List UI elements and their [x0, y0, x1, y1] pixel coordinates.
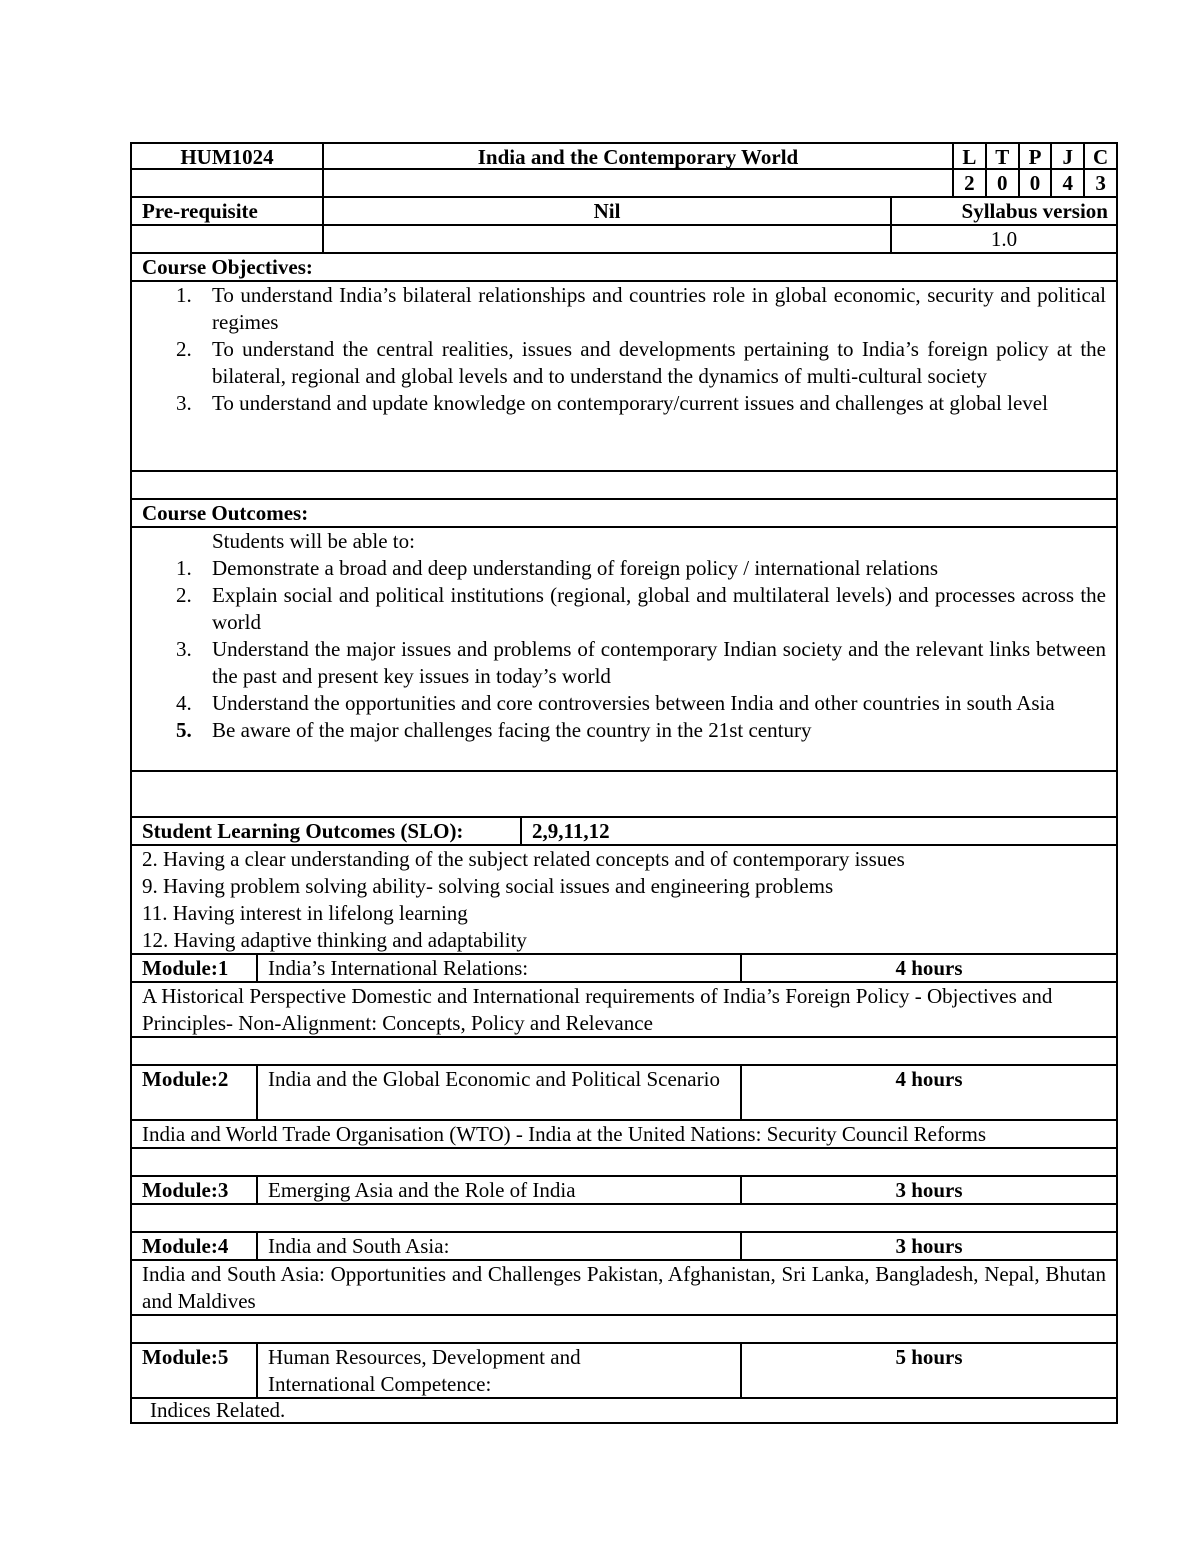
ltpjc-values: [952, 170, 1116, 196]
module-hours: 4 hours: [740, 1066, 1116, 1119]
module-3-row: [130, 1177, 1118, 1205]
ltpjc-labels: [952, 144, 1116, 168]
ltpjc-label-t: T: [985, 144, 1018, 168]
blank-row: [130, 1316, 1118, 1344]
module-title: India and South Asia:: [256, 1233, 740, 1259]
slo-row: [130, 818, 1118, 846]
module-2-content-row: [130, 1121, 1118, 1149]
module-content: Indices Related.: [150, 1398, 286, 1422]
outcomes-intro: Students will be able to:: [212, 529, 415, 553]
ltpjc-value-j: 4: [1050, 170, 1083, 196]
module-label: Module:1: [142, 956, 229, 980]
objectives-list: [132, 282, 1116, 417]
slo-lines-row: [130, 846, 1118, 955]
module-title: India’s International Relations:: [256, 955, 740, 981]
syllabus-version-label: Syllabus version: [890, 198, 1116, 224]
module-label: Module:2: [142, 1067, 229, 1091]
module-content: India and World Trade Organisation (WTO) - India at the United Nations: Security Council Reforms: [142, 1122, 986, 1146]
module-hours: 3 hours: [740, 1233, 1116, 1259]
module-4-content-row: [130, 1261, 1118, 1316]
objective-item: 3. To understand and update knowledge on contemporary/current issues and challenges at global level: [176, 391, 1048, 415]
outcomes-heading: Course Outcomes:: [142, 501, 309, 525]
ltpjc-value-p: 0: [1018, 170, 1051, 196]
ltpjc-label-l: L: [952, 144, 985, 168]
prerequisite-label: Pre-requisite: [142, 199, 258, 223]
outcomes-list-row: [130, 528, 1118, 772]
syllabus-table: [130, 142, 1118, 1424]
objectives-heading-row: [130, 254, 1118, 282]
outcome-item: 5. Be aware of the major challenges facing the country in the 21st century: [176, 718, 812, 742]
slo-line: 12. Having adaptive thinking and adaptability: [142, 928, 527, 952]
outcome-item: 1. Demonstrate a broad and deep understanding of foreign policy / international relations: [176, 556, 939, 580]
module-label: Module:5: [142, 1345, 229, 1369]
outcomes-heading-row: [130, 500, 1118, 528]
slo-line: 2. Having a clear understanding of the subject related concepts and of contemporary issues: [142, 847, 905, 871]
module-hours: 3 hours: [740, 1177, 1116, 1203]
module-hours: 5 hours: [740, 1344, 1116, 1397]
course-code: HUM1024: [180, 145, 274, 169]
module-hours: 4 hours: [740, 955, 1116, 981]
slo-label: Student Learning Outcomes (SLO):: [142, 819, 464, 843]
module-content: A Historical Perspective Domestic and International requirements of India’s Foreign Policy - Objectives and Principles- Non-Alignment: Concepts, Policy and Relevance: [142, 984, 1053, 1035]
objective-item: 1. To understand India’s bilateral relationships and countries role in global economic, security and political regimes: [176, 283, 1106, 334]
blank-row: [130, 472, 1118, 500]
blank-row: [130, 1205, 1118, 1233]
module-content: India and South Asia: Opportunities and Challenges Pakistan, Afghanistan, Sri Lanka, Bangladesh, Nepal, Bhutan and Maldives: [142, 1262, 1106, 1313]
module-2-row: [130, 1066, 1118, 1121]
module-1-content-row: [130, 983, 1118, 1038]
header-row: [130, 142, 1118, 170]
slo-line: 9. Having problem solving ability- solving social issues and engineering problems: [142, 874, 834, 898]
module-4-row: [130, 1233, 1118, 1261]
syllabus-version-row: [130, 226, 1118, 254]
outcome-item: 3. Understand the major issues and problems of contemporary Indian society and the relevant links between the past and present key issues in today’s world: [176, 637, 1106, 688]
empty-cell: [322, 170, 952, 196]
blank-row: [130, 1038, 1118, 1066]
module-5-row: [130, 1344, 1118, 1399]
ltpjc-value-l: 2: [952, 170, 985, 196]
course-title: India and the Contemporary World: [322, 144, 952, 168]
slo-line: 11. Having interest in lifelong learning: [142, 901, 468, 925]
outcomes-list: [132, 555, 1116, 744]
outcome-item: 4. Understand the opportunities and core controversies between India and other countries in south Asia: [176, 691, 1055, 715]
module-title: Emerging Asia and the Role of India: [256, 1177, 740, 1203]
syllabus-version-value: 1.0: [890, 226, 1116, 252]
blank-row: [130, 1149, 1118, 1177]
module-label: Module:3: [142, 1178, 229, 1202]
ltpjc-value-c: 3: [1083, 170, 1116, 196]
objective-item: 2. To understand the central realities, issues and developments pertaining to India’s foreign policy at the bilateral, regional and global levels and to understand the dynamics of multi-cultural society: [176, 337, 1106, 388]
objectives-list-row: [130, 282, 1118, 472]
module-title: Human Resources, Development and International Competence:: [256, 1344, 740, 1397]
ltpjc-label-p: P: [1018, 144, 1051, 168]
ltpjc-values-row: [130, 170, 1118, 198]
module-1-row: [130, 955, 1118, 983]
outcome-item: 2. Explain social and political institutions (regional, global and multilateral levels) and processes across the world: [176, 583, 1106, 634]
module-5-content-row: [130, 1399, 1118, 1424]
ltpjc-label-c: C: [1083, 144, 1116, 168]
module-title: India and the Global Economic and Political Scenario: [256, 1066, 740, 1119]
slo-value: 2,9,11,12: [520, 818, 1116, 844]
module-label: Module:4: [142, 1234, 229, 1258]
blank-row: [130, 772, 1118, 818]
prerequisite-row: [130, 198, 1118, 226]
ltpjc-label-j: J: [1050, 144, 1083, 168]
ltpjc-value-t: 0: [985, 170, 1018, 196]
objectives-heading: Course Objectives:: [142, 255, 313, 279]
prerequisite-value: Nil: [322, 198, 890, 224]
empty-cell: [322, 226, 890, 252]
